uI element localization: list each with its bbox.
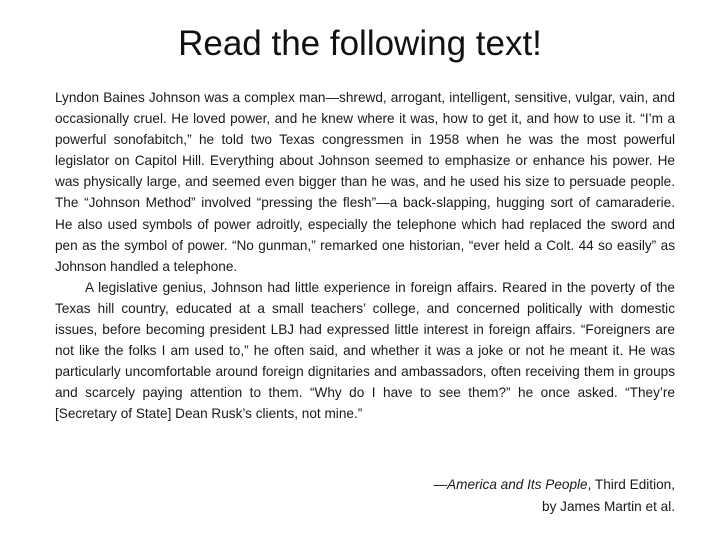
attribution-edition: , Third Edition,	[587, 477, 675, 492]
source-attribution	[275, 474, 675, 517]
passage-paragraph-2: A legislative genius, Johnson had little experience in foreign affairs. Reared in the poverty of the Texas hill country, educated at a small teachers’ college, and concerned politically with domestic issues, before becoming president LBJ had expressed little interest in foreign affairs. “Foreigners are not like the folks I am used to,” he often said, and whether it was a joke or not he meant it. He was particularly uncomfortable around foreign dignitaries and ambassadors, often receiving them in groups and scarcely paying attention to them. “Why do I have to see them?” he once asked. “They’re [Secretary of State] Dean Rusk’s clients, not mine.”	[55, 279, 675, 422]
attribution-book-title: America and Its People	[447, 477, 588, 492]
passage-paragraph-1: Lyndon Baines Johnson was a complex man—shrewd, arrogant, intelligent, sensitive, vulgar, vain, and occasionally cruel. He loved power, and he knew where it was, how to get it, and how to use it. “I’m a powerful sonofabitch,” he told two Texas congressmen in 1958 when he was the most powerful legislator on Capitol Hill. Everything about Johnson seemed to emphasize or enhance his power. He was physically large, and seemed even bigger than he was, and he used his size to persuade people. The “Johnson Method” involved “pressing the flesh”—a back-slapping, hugging sort of camaraderie. He also used symbols of power adroitly, especially the telephone which had replaced the sword and pen as the symbol of power. “No gunman,” remarked one historian, “ever held a Colt. 44 so easily” as Johnson handled a telephone.	[55, 90, 675, 274]
attribution-dash: —	[433, 477, 448, 492]
attribution-author: by James Martin et al.	[542, 498, 675, 514]
slide-title: Read the following text!	[178, 24, 542, 63]
attribution-source-line	[275, 474, 675, 496]
quoted-passage	[55, 87, 675, 425]
